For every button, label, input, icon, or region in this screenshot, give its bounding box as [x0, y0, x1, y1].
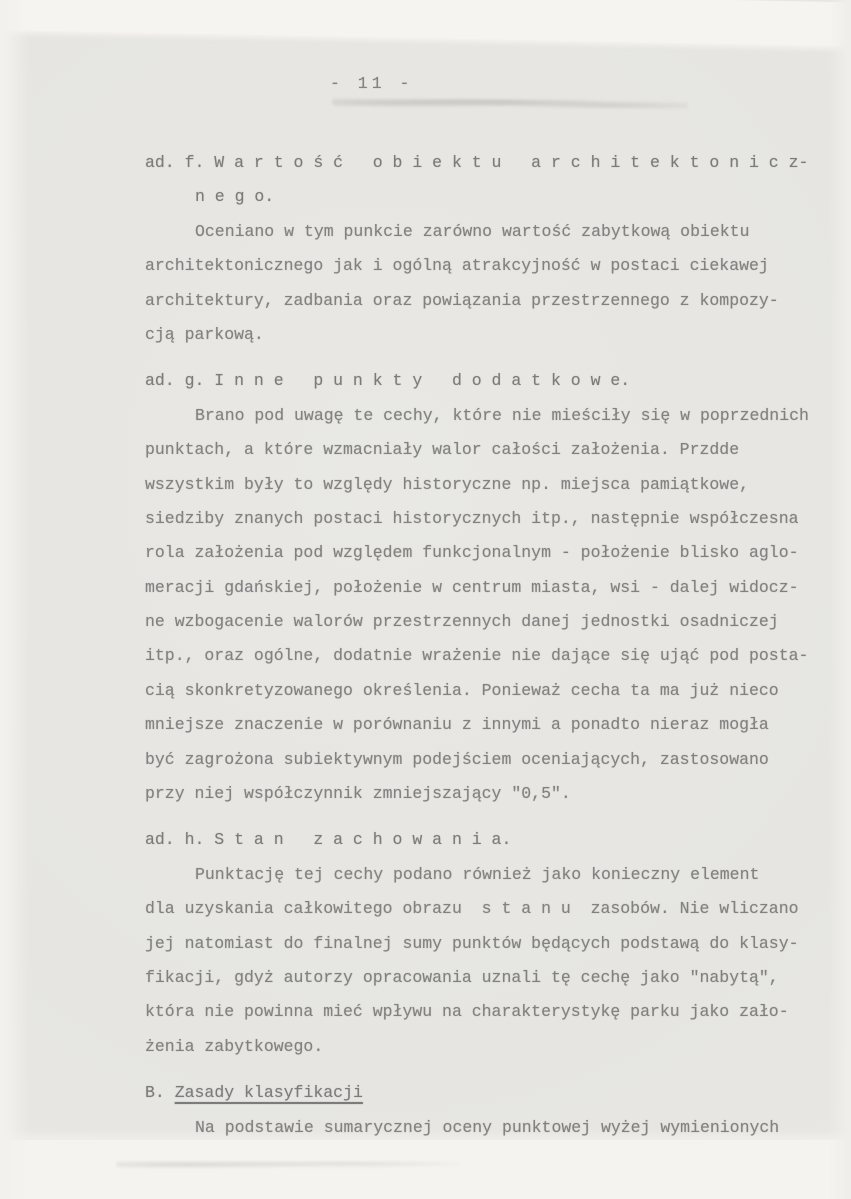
- text-line: wszystkim były to względy historyczne np. miejsca pamiątkowe,: [145, 474, 749, 494]
- heading-b-zasady-klasyfikacji: [145, 1076, 845, 1110]
- text-line: rola założenia pod względem funkcjonalnym - położenie blisko aglo-: [145, 543, 799, 563]
- text-line: mniejsze znaczenie w porównaniu z innymi a ponadto nieraz mogła: [145, 715, 769, 735]
- text-line: cią skonkretyzowanego określenia. Ponieważ cecha ta ma już nieco: [145, 680, 779, 700]
- text-line: siedziby znanych postaci historycznych itp., następnie współczesna: [145, 508, 799, 528]
- text-line: cją parkową.: [145, 324, 264, 344]
- text-line: architektury, zadbania oraz powiązania przestrzennego z kompozy-: [145, 290, 779, 310]
- text-line: żenia zabytkowego.: [145, 1036, 324, 1056]
- scan-smudge-top: [332, 98, 688, 109]
- section-title-underlined: Zasady klasyfikacji: [174, 1083, 363, 1103]
- text-line: jej natomiast do finalnej sumy punktów będących podstawą do klasy-: [145, 933, 799, 953]
- scan-smudge-bottom: [116, 1161, 460, 1168]
- document-body: [145, 146, 845, 1145]
- scan-edge-top: [0, 0, 851, 48]
- text-line: meracji gdańskiej, położenie w centrum miasta, wsi - dalej widocz-: [145, 577, 799, 597]
- heading-ad-f-continuation: n e g o.: [195, 187, 275, 207]
- text-line: Oceniano w tym punkcie zarówno wartość zabytkową obiektu: [195, 221, 750, 241]
- text-line: punktach, a które wzmacniały walor całości założenia. Przdde: [145, 440, 740, 460]
- heading-ad-h: ad. h. S t a n z a c h o w a n i a.: [145, 830, 512, 850]
- heading-ad-f: ad. f. W a r t o ś ć o b i e k t u a r c h i t e k t o n i c z-: [145, 153, 809, 172]
- text-line: która nie powinna mieć wpływu na charakterystykę parku jako zało-: [145, 1002, 789, 1022]
- scan-edge-bottom: [0, 1140, 851, 1199]
- text-line: ne wzbogacenie walorów przestrzennych danej jednostki osadniczej: [145, 612, 779, 632]
- text-line: być zagrożona subiektywnym podejściem oceniających, zastosowano: [145, 749, 769, 769]
- text-line: architektonicznego jak i ogólną atrakcyjność w postaci ciekawej: [145, 256, 769, 276]
- section-letter: B.: [145, 1083, 175, 1103]
- text-line: Na podstawie sumarycznej oceny punktowej wyżej wymienionych: [195, 1117, 780, 1137]
- text-line: dla uzyskania całkowitego obrazu s t a n u zasobów. Nie wliczano: [145, 899, 799, 919]
- text-line: Punktację tej cechy podano również jako konieczny element: [195, 864, 760, 884]
- text-line: przy niej współczynnik zmniejszający "0,5".: [145, 784, 571, 804]
- heading-ad-g: ad. g. I n n e p u n k t y d o d a t k o w e.: [145, 371, 631, 391]
- text-line: itp., oraz ogólne, dodatnie wrażenie nie dające się ująć pod posta-: [145, 646, 809, 666]
- text-line: Brano pod uwagę te cechy, które nie mieściły się w poprzednich: [195, 405, 809, 425]
- page-number: - 11 -: [330, 74, 414, 93]
- text-line: fikacji, gdyż autorzy opracowania uznali tę cechę jako "nabytą",: [145, 967, 779, 987]
- scan-edge-left: [0, 0, 30, 1199]
